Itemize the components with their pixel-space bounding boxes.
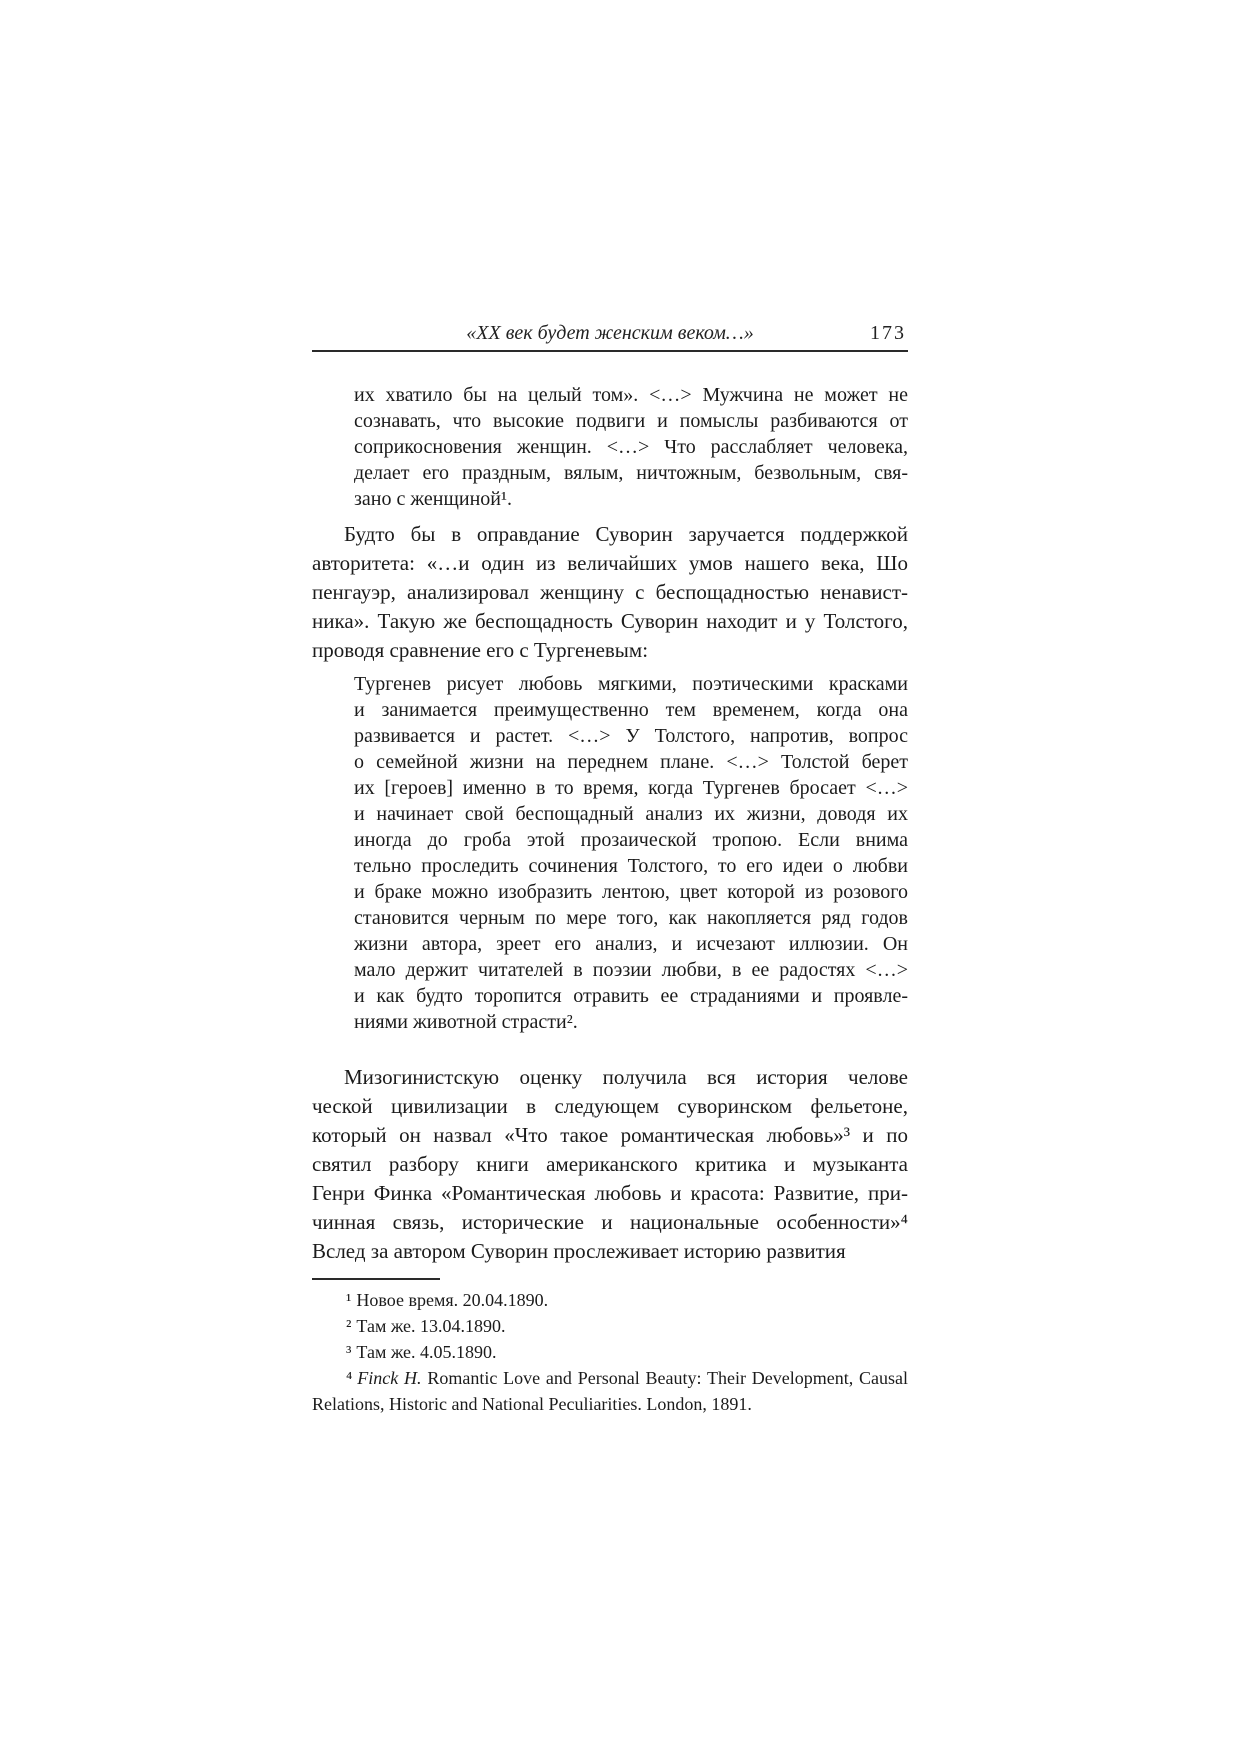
text-line: иногда до гроба этой прозаической тропою. Если внима — [354, 829, 908, 851]
text-line: зано с женщиной¹. — [354, 488, 512, 510]
text-line: Вслед за автором Суворин прослеживает историю развития — [312, 1239, 846, 1263]
footnote-2-marker: ² — [346, 1316, 352, 1336]
footnote-1 — [312, 1287, 908, 1313]
page-number: 173 — [870, 322, 906, 344]
footnotes — [312, 1278, 908, 1417]
text-line: развивается и растет. <…> У Толстого, напротив, вопрос — [354, 725, 908, 747]
footnote-4-text-1: Romantic Love and Personal Beauty: Their Development, Causal — [427, 1368, 908, 1388]
text-line: ниями животной страсти². — [354, 1011, 578, 1033]
footnote-1-text: Новое время. 20.04.1890. — [356, 1290, 549, 1310]
text-line: о семейной жизни на переднем плане. <…> Толстой берет — [354, 751, 908, 773]
text-line: ческой цивилизации в следующем суворинском фельетоне, — [312, 1094, 908, 1118]
text-line: жизни автора, зреет его анализ, и исчезают иллюзии. Он — [354, 933, 908, 955]
text-line: который он назвал «Что такое романтическая любовь»³ и по — [312, 1123, 908, 1147]
text-line: тельно проследить сочинения Толстого, то его идеи о любви — [354, 855, 908, 877]
footnote-3-marker: ³ — [346, 1342, 352, 1362]
text-line: и как будто торопится отравить ее страданиями и проявле- — [354, 985, 908, 1007]
footnote-2 — [312, 1313, 908, 1339]
footnote-4-marker: ⁴ — [346, 1368, 353, 1388]
footnote-4-author: Finck H. — [357, 1368, 422, 1388]
text-line: Тургенев рисует любовь мягкими, поэтическими красками — [354, 673, 908, 695]
blockquote-1 — [354, 382, 908, 512]
text-column — [312, 320, 908, 1417]
text-line: ника». Такую же беспощадность Суворин находит и у Толстого, — [312, 609, 908, 633]
text-line: чинная связь, исторические и национальные особенности»⁴ — [312, 1210, 908, 1234]
text-line: Генри Финка «Романтическая любовь и красота: Развитие, при- — [312, 1181, 908, 1205]
text-line: пенгауэр, анализировал женщину с беспощадностью ненавист- — [312, 580, 908, 604]
running-head — [312, 320, 908, 352]
footnote-4-line-1 — [312, 1365, 908, 1391]
footnote-1-marker: ¹ — [346, 1290, 352, 1310]
text-line: их [героев] именно в то время, когда Тургенев бросает <…> — [354, 777, 908, 799]
footnote-3 — [312, 1339, 908, 1365]
text-line: авторитета: «…и один из величайших умов нашего века, Шо — [312, 551, 908, 575]
paragraph-1 — [312, 520, 908, 665]
text-line: мало держит читателей в поэзии любви, в ее радостях <…> — [354, 959, 908, 981]
text-line: и занимается преимущественно тем временем, когда она — [354, 699, 908, 721]
text-line: становится черным по мере того, как накопляется ряд годов — [354, 907, 908, 929]
footnote-3-text: Там же. 4.05.1890. — [356, 1342, 497, 1362]
footnote-2-text: Там же. 13.04.1890. — [356, 1316, 506, 1336]
text-line: святил разбору книги американского критика и музыканта — [312, 1152, 908, 1176]
footnote-4 — [312, 1365, 908, 1417]
running-title: «XX век будет женским веком…» — [466, 322, 754, 344]
blockquote-2 — [354, 671, 908, 1035]
text-line: и начинает свой беспощадный анализ их жизни, доводя их — [354, 803, 908, 825]
text-line: делает его праздным, вялым, ничтожным, безвольным, свя- — [354, 462, 908, 484]
footnote-separator-rule — [312, 1278, 440, 1280]
paragraph-2 — [312, 1063, 908, 1266]
text-line: соприкосновения женщин. <…> Что расслабляет человека, — [354, 436, 908, 458]
footnote-4-line-2: Relations, Historic and National Peculiarities. London, 1891. — [312, 1394, 752, 1414]
text-line: и браке можно изобразить лентою, цвет которой из розового — [354, 881, 908, 903]
text-line: Мизогинистскую оценку получила вся история челове — [344, 1065, 908, 1089]
text-line: их хватило бы на целый том». <…> Мужчина не может не — [354, 384, 908, 406]
text-line: Будто бы в оправдание Суворин заручается поддержкой — [344, 522, 908, 546]
text-line: сознавать, что высокие подвиги и помыслы разбиваются от — [354, 410, 908, 432]
text-line: проводя сравнение его с Тургеневым: — [312, 638, 649, 662]
